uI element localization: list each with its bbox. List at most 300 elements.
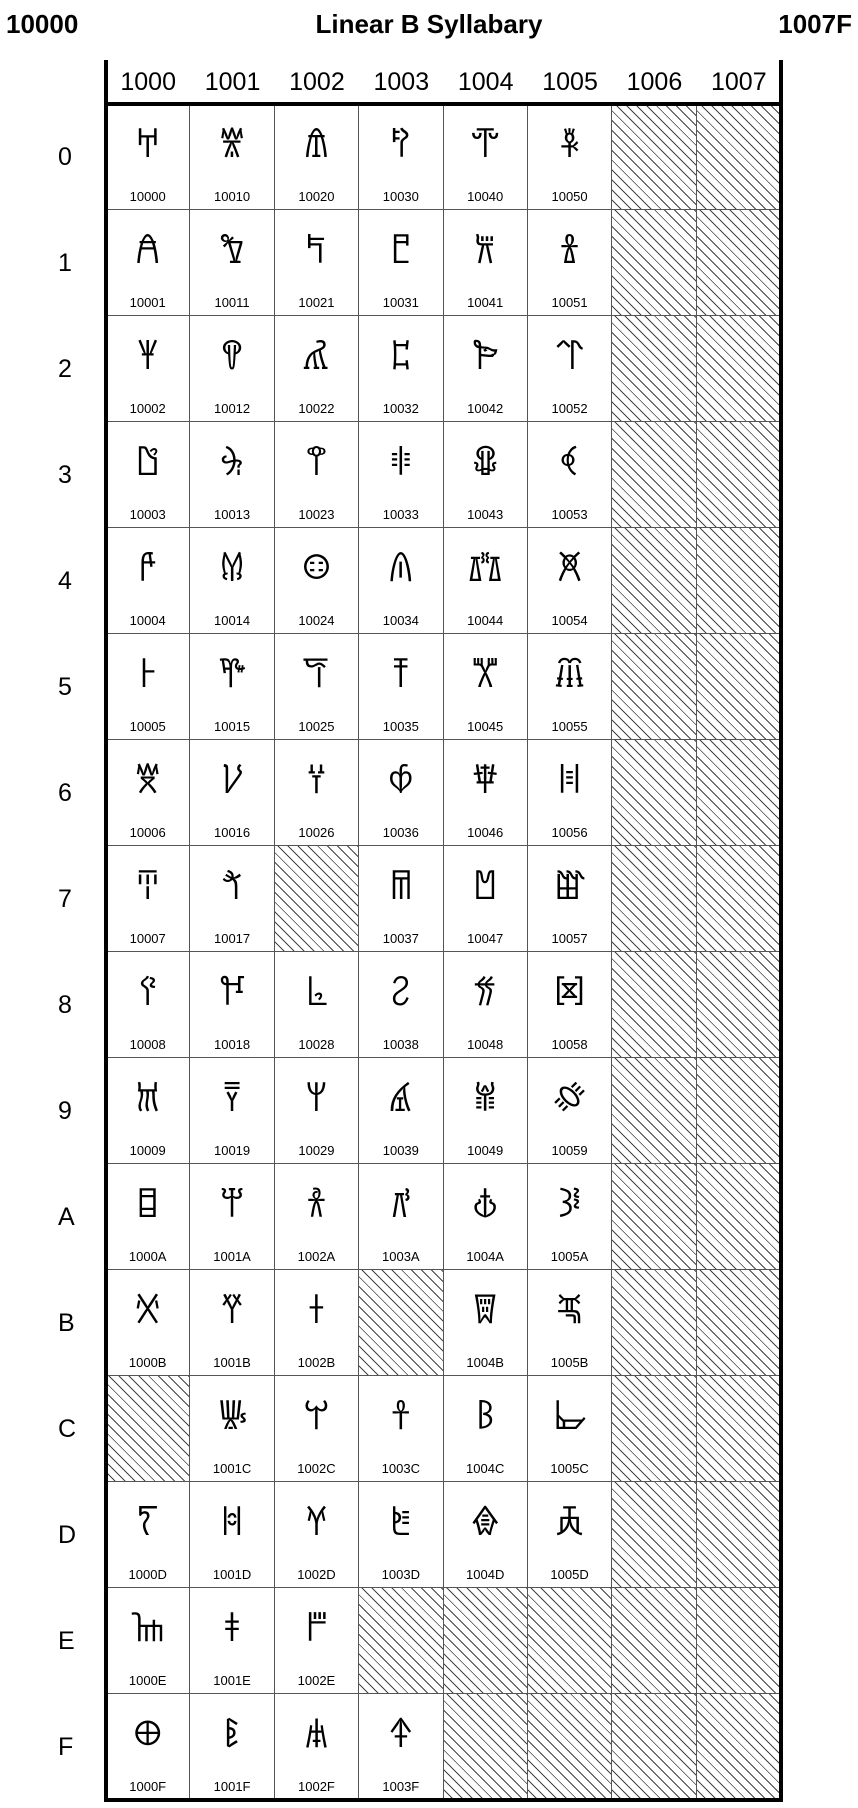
linear-b-glyph-icon: 𐀡 <box>305 231 328 272</box>
code-point-label: 10000 <box>129 189 166 204</box>
code-point-label: 10050 <box>551 189 588 204</box>
code-point-label: 10059 <box>551 1143 588 1158</box>
linear-b-glyph-icon: 𐁍 <box>471 1503 500 1544</box>
code-point-label: 10030 <box>382 189 419 204</box>
code-point-label: 10011 <box>214 295 250 310</box>
unassigned-cell <box>359 1270 443 1376</box>
code-point-label: 10008 <box>129 1037 166 1052</box>
unassigned-cell <box>697 846 781 952</box>
row-header: 0 <box>58 143 72 171</box>
glyph-cell <box>275 1164 359 1270</box>
glyph-cell <box>359 846 443 952</box>
glyph-cell <box>106 528 190 634</box>
linear-b-glyph-icon: 𐀤 <box>301 549 332 590</box>
glyph-cell <box>444 846 528 952</box>
glyph-cell <box>275 1482 359 1588</box>
column-header: 1000 <box>120 68 176 96</box>
code-point-label: 1003F <box>382 1779 420 1794</box>
glyph-cell <box>190 316 274 422</box>
linear-b-glyph-icon: 𐀫 <box>307 1291 326 1332</box>
code-point-label: 10040 <box>467 189 504 204</box>
linear-b-glyph-icon: 𐁐 <box>559 125 580 166</box>
glyph-cell <box>359 634 443 740</box>
row-header: D <box>58 1521 77 1549</box>
column-header: 1002 <box>289 68 345 96</box>
linear-b-glyph-icon: 𐀛 <box>220 1291 244 1332</box>
linear-b-glyph-icon: 𐁑 <box>558 231 581 272</box>
glyph-cell <box>359 1376 443 1482</box>
glyph-cell <box>359 422 443 528</box>
glyph-cell <box>528 846 612 952</box>
row-header: 8 <box>58 991 72 1019</box>
glyph-cell <box>275 634 359 740</box>
range-start-label: 10000 <box>6 9 79 39</box>
linear-b-glyph-icon: 𐀜 <box>216 1397 248 1438</box>
row-header: E <box>58 1627 75 1655</box>
glyph-cell <box>359 1058 443 1164</box>
code-point-label: 10025 <box>298 719 335 734</box>
glyph-cell <box>106 846 190 952</box>
linear-b-glyph-icon: 𐀕 <box>217 655 247 696</box>
code-point-label: 10053 <box>551 507 588 522</box>
glyph-cell <box>190 740 274 846</box>
unassigned-cell <box>612 952 696 1058</box>
linear-b-glyph-icon: 𐁅 <box>470 655 500 696</box>
code-point-label: 10023 <box>298 507 335 522</box>
unassigned-cell <box>612 1164 696 1270</box>
code-point-label: 1003D <box>381 1567 420 1582</box>
code-point-label: 10046 <box>467 825 504 840</box>
linear-b-glyph-icon: 𐀦 <box>306 761 327 802</box>
linear-b-glyph-icon: 𐀂 <box>136 337 160 378</box>
unassigned-cell <box>697 952 781 1058</box>
row-header: 6 <box>58 779 72 807</box>
glyph-cell <box>275 210 359 316</box>
glyph-cell <box>528 1058 612 1164</box>
glyph-cell <box>528 528 612 634</box>
glyph-cell <box>528 952 612 1058</box>
linear-b-glyph-icon: 𐀅 <box>138 655 157 696</box>
code-point-label: 10012 <box>213 401 251 416</box>
row-header: 1 <box>58 249 72 277</box>
unassigned-cell <box>612 1376 696 1482</box>
linear-b-glyph-icon: 𐀮 <box>304 1609 328 1650</box>
glyph-cell <box>275 1694 359 1800</box>
linear-b-glyph-icon: 𐀯 <box>303 1715 330 1756</box>
unassigned-cell <box>444 1588 528 1694</box>
linear-b-glyph-icon: 𐀈 <box>137 973 158 1014</box>
linear-b-glyph-icon: 𐀁 <box>134 231 161 272</box>
glyph-cell <box>190 952 274 1058</box>
unassigned-cell <box>612 422 696 528</box>
code-point-label: 10055 <box>551 719 588 734</box>
glyph-cell <box>190 1588 274 1694</box>
glyph-cell <box>106 634 190 740</box>
glyph-cell <box>190 1058 274 1164</box>
linear-b-glyph-icon: 𐀟 <box>222 1715 242 1756</box>
code-point-label: 10019 <box>213 1143 251 1158</box>
code-point-label: 10041 <box>467 295 504 310</box>
code-point-label: 10056 <box>551 825 588 840</box>
code-point-label: 10058 <box>551 1037 588 1052</box>
unassigned-cell <box>697 1164 781 1270</box>
glyph-cell <box>528 316 612 422</box>
row-header: F <box>58 1733 74 1761</box>
code-point-label: 10013 <box>213 507 251 522</box>
code-point-label: 1001C <box>212 1461 252 1476</box>
code-point-label: 1002B <box>297 1355 336 1370</box>
code-chart-grid <box>106 104 781 1800</box>
code-point-label: 10017 <box>213 931 251 946</box>
code-point-label: 1004D <box>466 1567 505 1582</box>
glyph-cell <box>106 1694 190 1800</box>
linear-b-glyph-icon: 𐀓 <box>219 443 246 484</box>
glyph-cell <box>444 1058 528 1164</box>
code-point-label: 10021 <box>298 295 335 310</box>
code-point-label: 1001F <box>213 1779 251 1794</box>
code-point-label: 10005 <box>129 719 166 734</box>
code-point-label: 10051 <box>551 295 588 310</box>
linear-b-glyph-icon: 𐀣 <box>305 443 328 484</box>
glyph-cell <box>106 210 190 316</box>
linear-b-glyph-icon: 𐁈 <box>473 973 497 1014</box>
linear-b-glyph-icon: 𐀎 <box>130 1609 166 1650</box>
unassigned-cell <box>697 210 781 316</box>
code-point-label: 10035 <box>382 719 419 734</box>
glyph-cell <box>359 104 443 210</box>
linear-b-glyph-icon: 𐀞 <box>222 1609 242 1650</box>
glyph-cell <box>528 422 612 528</box>
linear-b-glyph-icon: 𐀑 <box>218 231 246 272</box>
unassigned-cell <box>612 210 696 316</box>
column-header: 1004 <box>457 68 514 96</box>
code-point-label: 10032 <box>382 401 419 416</box>
code-point-label: 10034 <box>382 613 419 628</box>
glyph-cell <box>190 422 274 528</box>
unassigned-cell <box>612 1482 696 1588</box>
unassigned-cell <box>444 1694 528 1800</box>
linear-b-glyph-icon: 𐁄 <box>467 549 504 590</box>
code-point-label: 10014 <box>213 613 251 628</box>
linear-b-glyph-icon: 𐀏 <box>132 1715 163 1756</box>
linear-b-glyph-icon: 𐁂 <box>471 337 500 378</box>
code-point-label: 1000B <box>128 1355 167 1370</box>
linear-b-glyph-icon: 𐀷 <box>388 867 413 908</box>
glyph-cell <box>359 316 443 422</box>
code-point-label: 10006 <box>129 825 166 840</box>
linear-b-glyph-icon: 𐀍 <box>136 1503 159 1544</box>
glyph-cell <box>190 104 274 210</box>
linear-b-glyph-icon: 𐀶 <box>387 761 414 802</box>
code-point-label: 10028 <box>298 1037 335 1052</box>
glyph-cell <box>444 528 528 634</box>
unassigned-cell <box>359 1588 443 1694</box>
code-point-label: 1003C <box>381 1461 420 1476</box>
linear-b-glyph-icon: 𐀗 <box>221 867 243 908</box>
linear-b-glyph-icon: 𐁋 <box>471 1291 499 1332</box>
linear-b-glyph-icon: 𐁓 <box>559 443 580 484</box>
linear-b-glyph-icon: 𐁖 <box>556 761 583 802</box>
unassigned-cell <box>612 1270 696 1376</box>
linear-b-glyph-icon: 𐁁 <box>474 231 497 272</box>
code-point-label: 10003 <box>129 507 166 522</box>
row-header: 2 <box>58 355 72 383</box>
glyph-cell <box>444 316 528 422</box>
glyph-cell <box>190 1164 274 1270</box>
unassigned-cell <box>612 1694 696 1800</box>
row-header: 5 <box>58 673 72 701</box>
glyph-cell <box>275 952 359 1058</box>
code-point-label: 1001E <box>213 1673 251 1688</box>
unassigned-cell <box>697 740 781 846</box>
linear-b-glyph-icon: 𐀳 <box>388 443 413 484</box>
code-point-label: 10004 <box>129 613 166 628</box>
code-point-label: 10015 <box>213 719 251 734</box>
code-point-label: 10024 <box>298 613 335 628</box>
unassigned-cell <box>612 528 696 634</box>
code-point-label: 10022 <box>298 401 335 416</box>
linear-b-glyph-icon: 𐀐 <box>218 125 247 166</box>
linear-b-glyph-icon: 𐀆 <box>133 761 162 802</box>
row-header: 3 <box>58 461 72 489</box>
code-point-label: 1001D <box>212 1567 252 1582</box>
glyph-cell <box>106 1058 190 1164</box>
code-point-label: 1005A <box>550 1249 589 1264</box>
linear-b-glyph-icon: 𐀰 <box>390 125 412 166</box>
glyph-cell <box>275 316 359 422</box>
row-header: A <box>58 1203 75 1231</box>
glyph-cell <box>190 846 274 952</box>
glyph-cell <box>275 1058 359 1164</box>
linear-b-glyph-icon: 𐀲 <box>389 337 412 378</box>
linear-b-glyph-icon: 𐁝 <box>555 1503 584 1544</box>
linear-b-glyph-icon: 𐁙 <box>553 1079 586 1120</box>
unassigned-cell <box>697 1694 781 1800</box>
code-point-label: 1002C <box>297 1461 336 1476</box>
glyph-cell <box>444 1164 528 1270</box>
linear-b-glyph-icon: 𐀉 <box>135 1079 161 1120</box>
unassigned-cell <box>697 422 781 528</box>
code-point-label: 10054 <box>551 613 588 628</box>
linear-b-glyph-icon: 𐀔 <box>218 549 246 590</box>
unassigned-cell <box>275 846 359 952</box>
glyph-cell <box>106 740 190 846</box>
linear-b-glyph-icon: 𐀩 <box>305 1079 327 1120</box>
code-point-label: 1002A <box>297 1249 336 1264</box>
column-header: 1005 <box>542 68 598 96</box>
code-point-label: 10031 <box>382 295 419 310</box>
glyph-cell <box>528 1164 612 1270</box>
code-point-label: 1005D <box>550 1567 589 1582</box>
code-point-label: 10009 <box>129 1143 166 1158</box>
glyph-cell <box>444 740 528 846</box>
unassigned-cell <box>612 634 696 740</box>
unassigned-cell <box>528 1694 612 1800</box>
code-point-label: 10047 <box>467 931 504 946</box>
glyph-cell <box>106 952 190 1058</box>
code-point-label: 1000E <box>128 1673 167 1688</box>
linear-b-glyph-icon: 𐀬 <box>303 1397 330 1438</box>
glyph-cell <box>190 1694 274 1800</box>
linear-b-glyph-icon: 𐀋 <box>134 1291 162 1332</box>
glyph-cell <box>275 1270 359 1376</box>
column-header: 1006 <box>626 68 683 96</box>
linear-b-glyph-icon: 𐀢 <box>302 337 330 378</box>
linear-b-glyph-icon: 𐁛 <box>555 1291 584 1332</box>
linear-b-glyph-icon: 𐀥 <box>302 655 331 696</box>
glyph-cell <box>190 634 274 740</box>
glyph-cell <box>528 210 612 316</box>
glyph-cell <box>359 1482 443 1588</box>
linear-b-glyph-icon: 𐁃 <box>471 443 499 484</box>
code-point-label: 10020 <box>298 189 335 204</box>
row-header: 4 <box>58 567 72 595</box>
code-point-label: 1002E <box>297 1673 336 1688</box>
glyph-cell <box>528 1482 612 1588</box>
code-point-label: 10001 <box>129 295 166 310</box>
linear-b-glyph-icon: 𐀊 <box>135 1185 160 1226</box>
glyph-cell <box>528 634 612 740</box>
code-point-label: 10052 <box>551 401 588 416</box>
glyph-cell <box>275 422 359 528</box>
code-point-label: 1005C <box>550 1461 589 1476</box>
unassigned-cell <box>697 1588 781 1694</box>
code-point-label: 10029 <box>298 1143 335 1158</box>
chart-title: Linear B Syllabary <box>315 9 543 39</box>
column-header: 1001 <box>204 68 261 96</box>
frame-bottom-line <box>104 1798 783 1802</box>
linear-b-glyph-icon: 𐁔 <box>555 549 585 590</box>
linear-b-glyph-icon: 𐀠 <box>303 125 330 166</box>
linear-b-glyph-icon: 𐀭 <box>304 1503 329 1544</box>
glyph-cell <box>359 528 443 634</box>
code-point-label: 1003A <box>382 1249 420 1264</box>
code-point-label: 1002F <box>298 1779 335 1794</box>
code-point-label: 10007 <box>129 931 166 946</box>
glyph-cell <box>190 210 274 316</box>
linear-b-glyph-icon: 𐀿 <box>388 1715 413 1756</box>
unassigned-cell <box>697 1058 781 1164</box>
unassigned-cell <box>697 316 781 422</box>
unassigned-cell <box>612 104 696 210</box>
glyph-cell <box>444 1482 528 1588</box>
code-point-label: 1001B <box>213 1355 251 1370</box>
glyph-cell <box>444 634 528 740</box>
glyph-cell <box>444 104 528 210</box>
linear-b-glyph-icon: 𐀀 <box>135 125 161 166</box>
glyph-cell <box>444 952 528 1058</box>
glyph-cell <box>359 952 443 1058</box>
code-point-label: 10018 <box>213 1037 251 1052</box>
linear-b-glyph-icon: 𐁇 <box>472 867 499 908</box>
code-point-label: 1002D <box>297 1567 336 1582</box>
glyph-cell <box>106 1164 190 1270</box>
unassigned-cell <box>697 1270 781 1376</box>
row-header: C <box>58 1415 77 1443</box>
glyph-cell <box>359 1694 443 1800</box>
code-point-label: 10026 <box>298 825 335 840</box>
linear-b-glyph-icon: 𐁆 <box>471 761 499 802</box>
code-point-label: 10045 <box>467 719 504 734</box>
unassigned-cell <box>612 1588 696 1694</box>
unassigned-cell <box>612 1058 696 1164</box>
range-end-label: 1007F <box>778 9 852 39</box>
linear-b-glyph-icon: 𐀺 <box>390 1185 412 1226</box>
linear-b-glyph-icon: 𐁜 <box>552 1397 587 1438</box>
row-header: 7 <box>58 885 72 913</box>
unassigned-cell <box>697 528 781 634</box>
unassigned-cell <box>697 104 781 210</box>
linear-b-glyph-icon: 𐀃 <box>134 443 161 484</box>
linear-b-glyph-icon: 𐀽 <box>389 1503 413 1544</box>
column-headers <box>106 60 781 104</box>
glyph-cell <box>528 1270 612 1376</box>
code-point-label: 10044 <box>467 613 504 628</box>
unassigned-cell <box>697 1376 781 1482</box>
glyph-cell <box>106 422 190 528</box>
linear-b-glyph-icon: 𐀵 <box>391 655 410 696</box>
linear-b-glyph-icon: 𐀴 <box>388 549 414 590</box>
glyph-cell <box>444 422 528 528</box>
linear-b-glyph-icon: 𐀄 <box>137 549 158 590</box>
code-point-label: 10037 <box>382 931 419 946</box>
unassigned-cell <box>528 1588 612 1694</box>
linear-b-glyph-icon: 𐁌 <box>475 1397 495 1438</box>
code-point-label: 10038 <box>382 1037 419 1052</box>
glyph-cell <box>444 1270 528 1376</box>
unassigned-cell <box>612 740 696 846</box>
glyph-cell <box>275 1376 359 1482</box>
glyph-cell <box>528 740 612 846</box>
code-point-label: 10042 <box>467 401 504 416</box>
linear-b-glyph-icon: 𐁕 <box>552 655 587 696</box>
linear-b-glyph-icon: 𐀱 <box>389 231 412 272</box>
code-point-label: 10002 <box>129 401 166 416</box>
linear-b-glyph-icon: 𐁗 <box>553 867 586 908</box>
code-point-label: 10039 <box>382 1143 419 1158</box>
row-header: 9 <box>58 1097 72 1125</box>
glyph-cell <box>190 1270 274 1376</box>
code-point-label: 1001A <box>213 1249 251 1264</box>
code-point-label: 1000D <box>128 1567 167 1582</box>
glyph-cell <box>106 104 190 210</box>
linear-b-glyph-icon: 𐁚 <box>557 1185 582 1226</box>
glyph-cell <box>275 528 359 634</box>
linear-b-glyph-icon: 𐁀 <box>470 125 500 166</box>
glyph-cell <box>359 210 443 316</box>
code-point-label: 10043 <box>467 507 504 522</box>
code-point-label: 10049 <box>467 1143 504 1158</box>
glyph-cell <box>359 1164 443 1270</box>
glyph-cell <box>106 1270 190 1376</box>
code-point-label: 10016 <box>213 825 251 840</box>
linear-b-glyph-icon: 𐁊 <box>472 1185 499 1226</box>
unassigned-cell <box>697 1482 781 1588</box>
unassigned-cell <box>697 634 781 740</box>
code-point-label: 10033 <box>382 507 419 522</box>
linear-b-glyph-icon: 𐀝 <box>220 1503 245 1544</box>
linear-b-glyph-icon: 𐀸 <box>390 973 412 1014</box>
glyph-cell <box>275 740 359 846</box>
linear-b-glyph-icon: 𐀼 <box>390 1397 411 1438</box>
glyph-cell <box>528 1376 612 1482</box>
linear-b-glyph-icon: 𐀇 <box>135 867 161 908</box>
linear-b-glyph-icon: 𐀪 <box>305 1185 328 1226</box>
code-point-label: 10057 <box>551 931 588 946</box>
glyph-cell <box>106 1482 190 1588</box>
column-header: 1007 <box>711 68 767 96</box>
linear-b-glyph-icon: 𐁒 <box>555 337 584 378</box>
